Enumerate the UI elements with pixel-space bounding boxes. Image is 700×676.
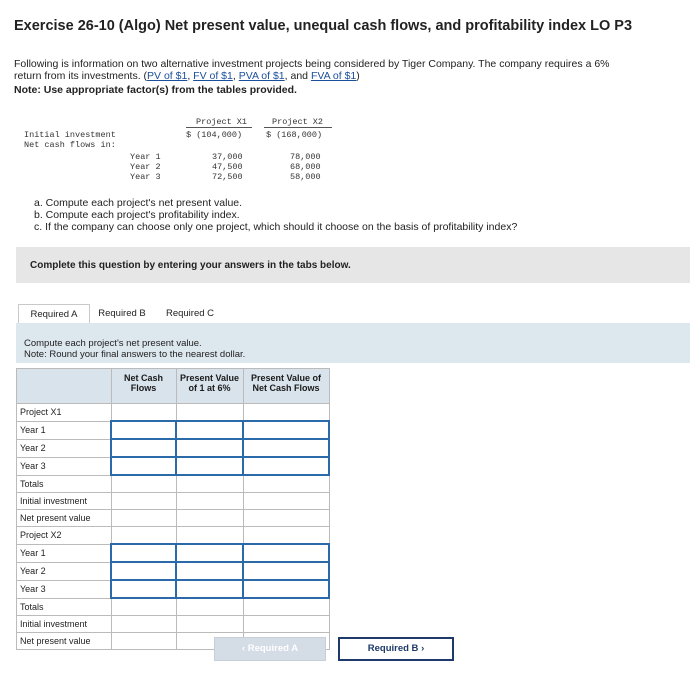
table-row xyxy=(17,457,330,475)
intro-line-1: Following is information on two alternative investment projects being considered by Tiger Company. The company requires a 6% xyxy=(14,58,610,70)
instructions-panel xyxy=(16,247,690,283)
year-2-x2: 68,000 xyxy=(290,162,321,172)
cell xyxy=(111,404,176,422)
table-row xyxy=(17,475,330,493)
cell xyxy=(111,598,176,616)
table-row xyxy=(17,598,330,616)
prev-button-label: Required A xyxy=(247,643,299,654)
row-label-year-3: Year 3 xyxy=(17,457,112,475)
cell xyxy=(111,475,176,493)
table-row xyxy=(17,493,330,510)
tab-required-b[interactable]: Required B xyxy=(98,308,146,319)
row-label-year-3: Year 3 xyxy=(17,580,112,598)
row-label-initial-investment: Initial investment xyxy=(17,616,112,633)
row-label-year-1: Year 1 xyxy=(17,544,112,562)
header-pv-net-cash-flows: Present Value of Net Cash Flows xyxy=(243,369,329,404)
input-x2-year2-factor[interactable] xyxy=(176,562,243,580)
intro-text xyxy=(14,58,690,82)
year-2-label: Year 2 xyxy=(130,162,161,172)
input-x1-year3-cash[interactable] xyxy=(111,457,176,475)
row-label-net-present-value: Net present value xyxy=(17,510,112,527)
intro-line-2-prefix: return from its investments. ( xyxy=(14,70,148,82)
input-x2-year1-pv[interactable] xyxy=(243,544,329,562)
header-blank xyxy=(17,369,112,404)
row-label-totals: Totals xyxy=(17,475,112,493)
cell xyxy=(243,616,329,633)
question-c: c. If the company can choose only one project, which should it choose on the basis of profitability index? xyxy=(34,221,518,233)
input-x2-year2-cash[interactable] xyxy=(111,562,176,580)
table-row xyxy=(17,439,330,457)
cell xyxy=(176,527,243,545)
cell xyxy=(243,510,329,527)
header-net-cash-flows: Net Cash Flows xyxy=(111,369,176,404)
input-x2-year3-pv[interactable] xyxy=(243,580,329,598)
year-1-label: Year 1 xyxy=(130,152,161,162)
instructions-panel-text: Complete this question by entering your answers in the tabs below. xyxy=(30,260,351,271)
initial-x1-value: $ (104,000) xyxy=(186,130,243,140)
next-button-label: Required B xyxy=(367,643,419,654)
input-x1-year3-pv[interactable] xyxy=(243,457,329,475)
intro-line-2: return from its investments. (PV of $1, FV of $1, PVA of $1, and FVA of $1) xyxy=(14,70,360,82)
table-row xyxy=(17,544,330,562)
input-x1-year1-factor[interactable] xyxy=(176,421,243,439)
next-button[interactable] xyxy=(338,637,454,661)
instructions-line-2: Note: Round your final answers to the nearest dollar. xyxy=(24,349,246,360)
project-x2-header: Project X2 xyxy=(272,117,324,127)
input-x1-year1-cash[interactable] xyxy=(111,421,176,439)
npv-table xyxy=(16,368,330,650)
table-row xyxy=(17,562,330,580)
row-label-project-x1: Project X1 xyxy=(17,404,112,422)
input-x2-year1-factor[interactable] xyxy=(176,544,243,562)
question-b: b. Compute each project's profitability index. xyxy=(34,209,240,221)
question-a: a. Compute each project's net present value. xyxy=(34,197,243,209)
cell xyxy=(176,404,243,422)
tab-required-a[interactable]: Required A xyxy=(18,304,90,325)
input-x1-year2-pv[interactable] xyxy=(243,439,329,457)
initial-x2-value: $ (168,000) xyxy=(266,130,323,140)
input-x2-year1-cash[interactable] xyxy=(111,544,176,562)
cell xyxy=(243,527,329,545)
cell xyxy=(243,475,329,493)
input-x2-year3-cash[interactable] xyxy=(111,580,176,598)
note-text: Note: Use appropriate factor(s) from the tables provided. xyxy=(14,84,297,96)
page-title: Exercise 26-10 (Algo) Net present value, unequal cash flows, and profitability index LO P3 xyxy=(14,18,633,34)
project-x1-header: Project X1 xyxy=(196,117,248,127)
cell xyxy=(176,475,243,493)
row-label-net-present-value: Net present value xyxy=(17,633,112,650)
row-label-initial-investment: Initial investment xyxy=(17,493,112,510)
input-x1-year2-factor[interactable] xyxy=(176,439,243,457)
year-3-x1: 72,500 xyxy=(212,172,243,182)
input-x1-year2-cash[interactable] xyxy=(111,439,176,457)
link-fv-of-1[interactable]: FV of $1 xyxy=(193,70,233,82)
row-label-year-2: Year 2 xyxy=(17,439,112,457)
year-3-label: Year 3 xyxy=(130,172,161,182)
cell xyxy=(111,510,176,527)
cell xyxy=(111,616,176,633)
input-x2-year3-factor[interactable] xyxy=(176,580,243,598)
table-row xyxy=(17,510,330,527)
link-pv-of-1[interactable]: PV of $1 xyxy=(147,70,188,82)
table-row xyxy=(17,527,330,545)
table-row xyxy=(17,421,330,439)
row-label-totals: Totals xyxy=(17,598,112,616)
header-pv-factor: Present Value of 1 at 6% xyxy=(176,369,243,404)
table-row xyxy=(17,616,330,633)
cell xyxy=(111,493,176,510)
input-x2-year2-pv[interactable] xyxy=(243,562,329,580)
x1-header-rule xyxy=(186,127,252,128)
npv-table-header xyxy=(17,369,330,404)
cell xyxy=(243,493,329,510)
tab-required-c[interactable]: Required C xyxy=(165,308,215,319)
tab-instructions xyxy=(16,323,690,363)
cell xyxy=(176,616,243,633)
link-pva-of-1[interactable]: PVA of $1 xyxy=(238,70,285,82)
row-label-year-2: Year 2 xyxy=(17,562,112,580)
table-row xyxy=(17,580,330,598)
cell xyxy=(111,527,176,545)
row-label-year-1: Year 1 xyxy=(17,421,112,439)
x2-header-rule xyxy=(264,127,332,128)
year-2-x1: 47,500 xyxy=(212,162,243,172)
table-row xyxy=(17,404,330,422)
year-1-x1: 37,000 xyxy=(212,152,243,162)
input-x1-year1-pv[interactable] xyxy=(243,421,329,439)
cell xyxy=(176,493,243,510)
prev-button[interactable] xyxy=(214,637,326,661)
year-1-x2: 78,000 xyxy=(290,152,321,162)
chevron-left-icon: ‹ xyxy=(241,643,246,654)
net-cash-flows-label: Net cash flows in: xyxy=(24,140,116,150)
input-x1-year3-factor[interactable] xyxy=(176,457,243,475)
initial-investment-label: Initial investment xyxy=(24,130,116,140)
year-3-x2: 58,000 xyxy=(290,172,321,182)
cell xyxy=(243,598,329,616)
chevron-right-icon: › xyxy=(421,643,425,654)
row-label-project-x2: Project X2 xyxy=(17,527,112,545)
link-fva-of-1[interactable]: FVA of $1 xyxy=(310,70,357,82)
cell xyxy=(243,404,329,422)
instructions-line-1: Compute each project's net present value. xyxy=(24,338,202,349)
cell xyxy=(176,598,243,616)
cell xyxy=(111,633,176,650)
cell xyxy=(176,510,243,527)
